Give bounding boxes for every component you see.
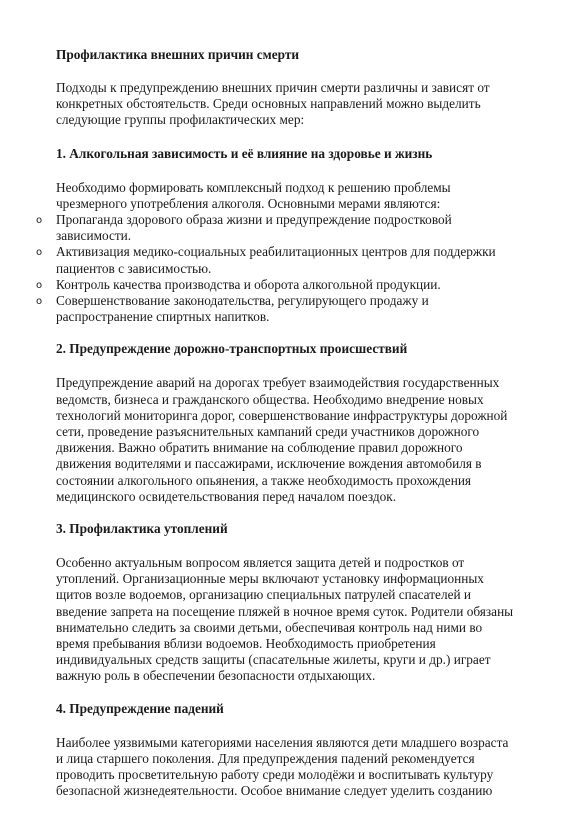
list-item <box>36 244 518 276</box>
list-item-text: Контроль качества производства и оборота алкогольной продукции. <box>56 276 441 292</box>
section-heading: 1. Алкогольная зависимость и её влияние на здоровье и жизнь <box>56 145 433 161</box>
list-item <box>36 276 518 293</box>
list-item <box>36 212 518 244</box>
section-heading: 2. Предупреждение дорожно-транспортных происшествий <box>56 341 408 357</box>
section-paragraph: Особенно актуальным вопросом является защита детей и подростков от утоплений. Организационные меры включают установку информационных щитов возле водоемов, организацию специальных патрулей спасателей и введение запрета на посещение пляжей в ночное время суток. Родители обязаны внимательно следить за своими детьми, обеспечивая контроль над ними во время пребывания вблизи водоемов. Необходимость приобретения индивидуальных средств защиты (спасательные жилеты, круги и др.) играет важную роль в обеспечении безопасности отдыхающих. <box>56 555 514 684</box>
list-item-text: Совершенствование законодательства, регулирующего продажу и распространение спиртных напитков. <box>56 293 429 325</box>
section-road-accidents <box>56 341 518 505</box>
document-title: Профилактика внешних причин смерти <box>56 47 300 62</box>
section-drowning <box>56 521 518 685</box>
section-paragraph: Предупреждение аварий на дорогах требует взаимодействия государственных ведомств, бизнеса и гражданского общества. Необходимо внедрение новых технологий мониторинга дорог, совершенствование инфраструктуры дорожной сети, проведение разъяснительных кампаний среди участников дорожного движения. Важно обратить внимание на соблюдение правил дорожного движения водителями и пассажирами, исключение вождения автомобиля в состоянии алкогольного опьянения, а также необходимость прохождения медицинского освидетельствования перед началом поездок. <box>56 375 508 504</box>
list-item-text: Пропаганда здорового образа жизни и предупреждение подростковой зависимости. <box>56 212 452 244</box>
bullet-list <box>36 212 518 325</box>
section-heading: 4. Предупреждение падений <box>56 700 224 716</box>
circle-bullet-icon: o <box>36 296 43 308</box>
section-alcohol <box>36 145 518 326</box>
circle-bullet-icon: o <box>36 247 43 259</box>
document-body <box>36 47 518 816</box>
section-paragraph: Наиболее уязвимыми категориями населения являются дети младшего возраста и лица старшего поколения. Для предупреждения падений рекомендуется проводить просветительную работу среди молодёжи и воспитывать культуру безопасной жизнедеятельности. Особое внимание следует уделить созданию <box>56 734 509 799</box>
section-heading: 3. Профилактика утоплений <box>56 521 228 537</box>
circle-bullet-icon: o <box>36 279 43 291</box>
circle-bullet-icon: o <box>36 215 43 227</box>
intro-paragraph: Подходы к предупреждению внешних причин смерти различны и зависят от конкретных обстоятельств. Среди основных направлений можно выделить следующие группы профилактических мер: <box>56 80 490 128</box>
list-item <box>36 293 518 325</box>
section-lead-paragraph: Необходимо формировать комплексный подход к решению проблемы чрезмерного употребления алкоголя. Основными мерами являются: <box>56 179 451 211</box>
section-falls <box>56 701 518 800</box>
list-item-text: Активизация медико-социальных реабилитационных центров для поддержки пациентов с зависимостью. <box>56 244 496 276</box>
